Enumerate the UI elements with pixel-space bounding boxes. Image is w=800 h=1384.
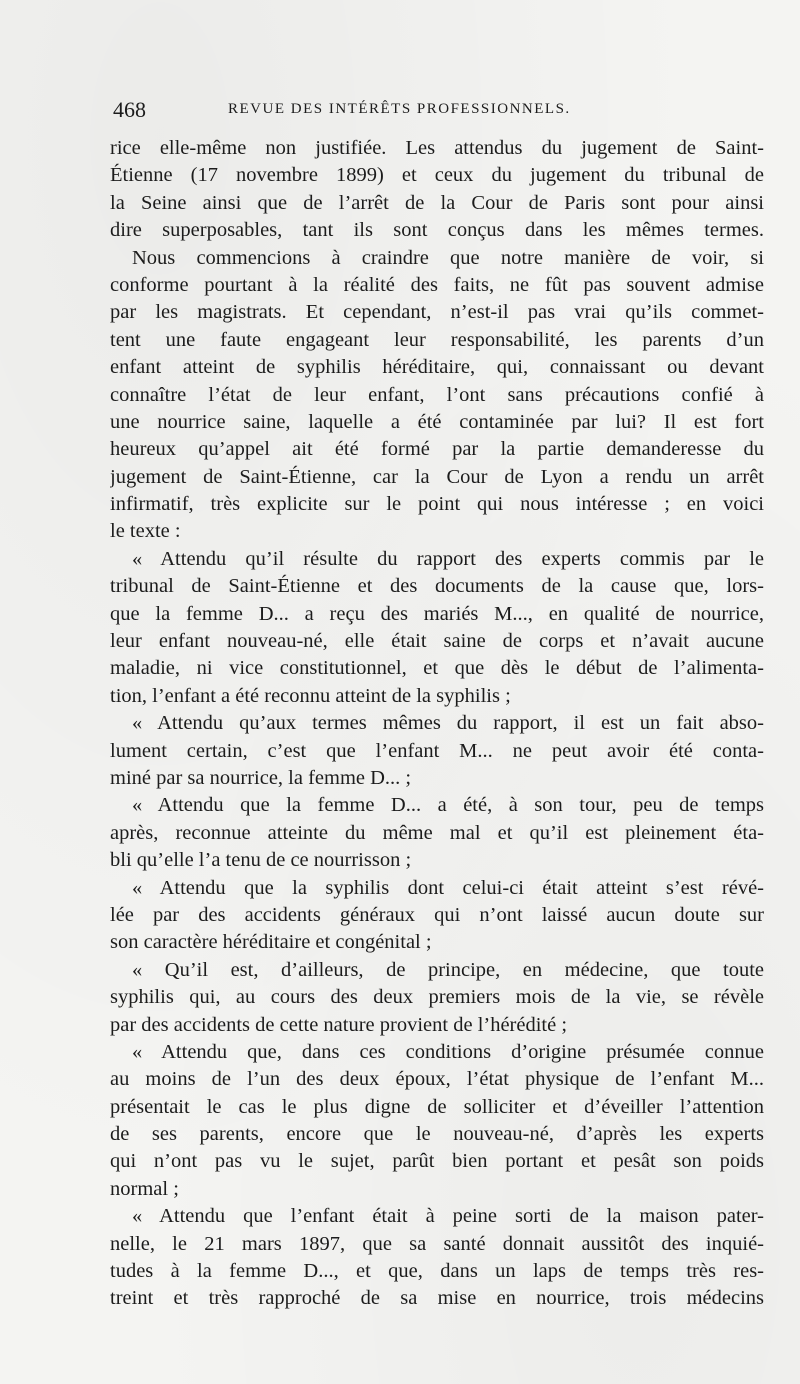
text-line: leur enfant nouveau-né, elle était saine de corps et n’avait aucune bbox=[110, 630, 764, 653]
text-line: treint et très rapproché de sa mise en nourrice, trois médecins bbox=[110, 1287, 764, 1310]
text-line: de ses parents, encore que le nouveau-né, d’après les experts bbox=[110, 1123, 764, 1146]
text-line: conforme pourtant à la réalité des faits, ne fût pas souvent admise bbox=[110, 273, 764, 296]
text-line: que la femme D... a reçu des mariés M..., en qualité de nourrice, bbox=[110, 602, 764, 625]
text-line: après, reconnue atteinte du même mal et qu’il est pleinement éta- bbox=[110, 821, 764, 844]
text-line: présentait le cas le plus digne de solliciter et d’éveiller l’attention bbox=[110, 1095, 764, 1118]
text-line: nelle, le 21 mars 1897, que sa santé donnait aussitôt des inquié- bbox=[110, 1232, 764, 1255]
text-line: « Attendu que la syphilis dont celui-ci était atteint s’est révé- bbox=[132, 876, 764, 899]
text-line: la Seine ainsi que de l’arrêt de la Cour de Paris sont pour ainsi bbox=[110, 191, 764, 214]
text-line: tion, l’enfant a été reconnu atteint de la syphilis ; bbox=[110, 684, 511, 707]
text-line: normal ; bbox=[110, 1177, 179, 1200]
text-line: par des accidents de cette nature provient de l’hérédité ; bbox=[110, 1013, 568, 1036]
text-line: une nourrice saine, laquelle a été contaminée par lui? Il est fort bbox=[110, 410, 764, 433]
text-line: rice elle-même non justifiée. Les attendus du jugement de Saint- bbox=[110, 137, 764, 159]
page-number: 468 bbox=[113, 97, 146, 122]
running-title: REVUE DES INTÉRÊTS PROFESSIONNELS. bbox=[228, 101, 571, 117]
text-line: infirmatif, très explicite sur le point qui nous intéresse ; en voici bbox=[110, 493, 764, 516]
text-line: son caractère héréditaire et congénital ; bbox=[110, 931, 432, 954]
text-line: syphilis qui, au cours des deux premiers mois de la vie, se révèle bbox=[110, 986, 764, 1009]
text-line: jugement de Saint-Étienne, car la Cour de Lyon a rendu un arrêt bbox=[110, 465, 764, 488]
text-line: « Qu’il est, d’ailleurs, de principe, en médecine, que toute bbox=[132, 958, 764, 981]
text-line: bli qu’elle l’a tenu de ce nourrisson ; bbox=[110, 849, 412, 872]
text-line: Étienne (17 novembre 1899) et ceux du jugement du tribunal de bbox=[110, 164, 764, 187]
text-line: par les magistrats. Et cependant, n’est-il pas vrai qu’ils commet- bbox=[110, 301, 764, 324]
text-line: tent une faute engageant leur responsabilité, les parents d’un bbox=[110, 328, 764, 351]
text-line: qui n’ont pas vu le sujet, parût bien portant et pesât son poids bbox=[110, 1150, 764, 1173]
text-line: au moins de l’un des deux époux, l’état physique de l’enfant M... bbox=[110, 1068, 764, 1091]
text-line: miné par sa nourrice, la femme D... ; bbox=[110, 766, 412, 789]
text-line: Nous commencions à craindre que notre manière de voir, si bbox=[132, 246, 764, 269]
text-line: connaître l’état de leur enfant, l’ont sans précautions confié à bbox=[110, 383, 764, 406]
text-line: « Attendu que, dans ces conditions d’origine présumée connue bbox=[132, 1040, 764, 1063]
text-line: lument certain, c’est que l’enfant M... ne peut avoir été conta- bbox=[110, 739, 764, 762]
text-line: maladie, ni vice constitutionnel, et que dès le début de l’alimenta- bbox=[110, 657, 764, 680]
text-line: dire superposables, tant ils sont conçus dans les mêmes termes. bbox=[110, 219, 764, 242]
text-line: « Attendu que l’enfant était à peine sorti de la maison pater- bbox=[132, 1205, 764, 1228]
text-line: le texte : bbox=[110, 520, 181, 543]
page-header bbox=[113, 97, 643, 127]
text-line: « Attendu que la femme D... a été, à son tour, peu de temps bbox=[132, 794, 764, 817]
text-line: enfant atteint de syphilis héréditaire, qui, connaissant ou devant bbox=[110, 356, 764, 379]
text-line: tribunal de Saint-Étienne et des documents de la cause que, lors- bbox=[110, 575, 764, 598]
text-line: tudes à la femme D..., et que, dans un laps de temps très res- bbox=[110, 1260, 764, 1283]
text-line: « Attendu qu’aux termes mêmes du rapport, il est un fait abso- bbox=[132, 712, 764, 735]
text-line: heureux qu’appel ait été formé par la partie demanderesse du bbox=[110, 438, 764, 461]
text-line: « Attendu qu’il résulte du rapport des experts commis par le bbox=[132, 547, 764, 570]
text-line: lée par des accidents généraux qui n’ont laissé aucun doute sur bbox=[110, 903, 764, 926]
body-text bbox=[110, 135, 764, 1313]
